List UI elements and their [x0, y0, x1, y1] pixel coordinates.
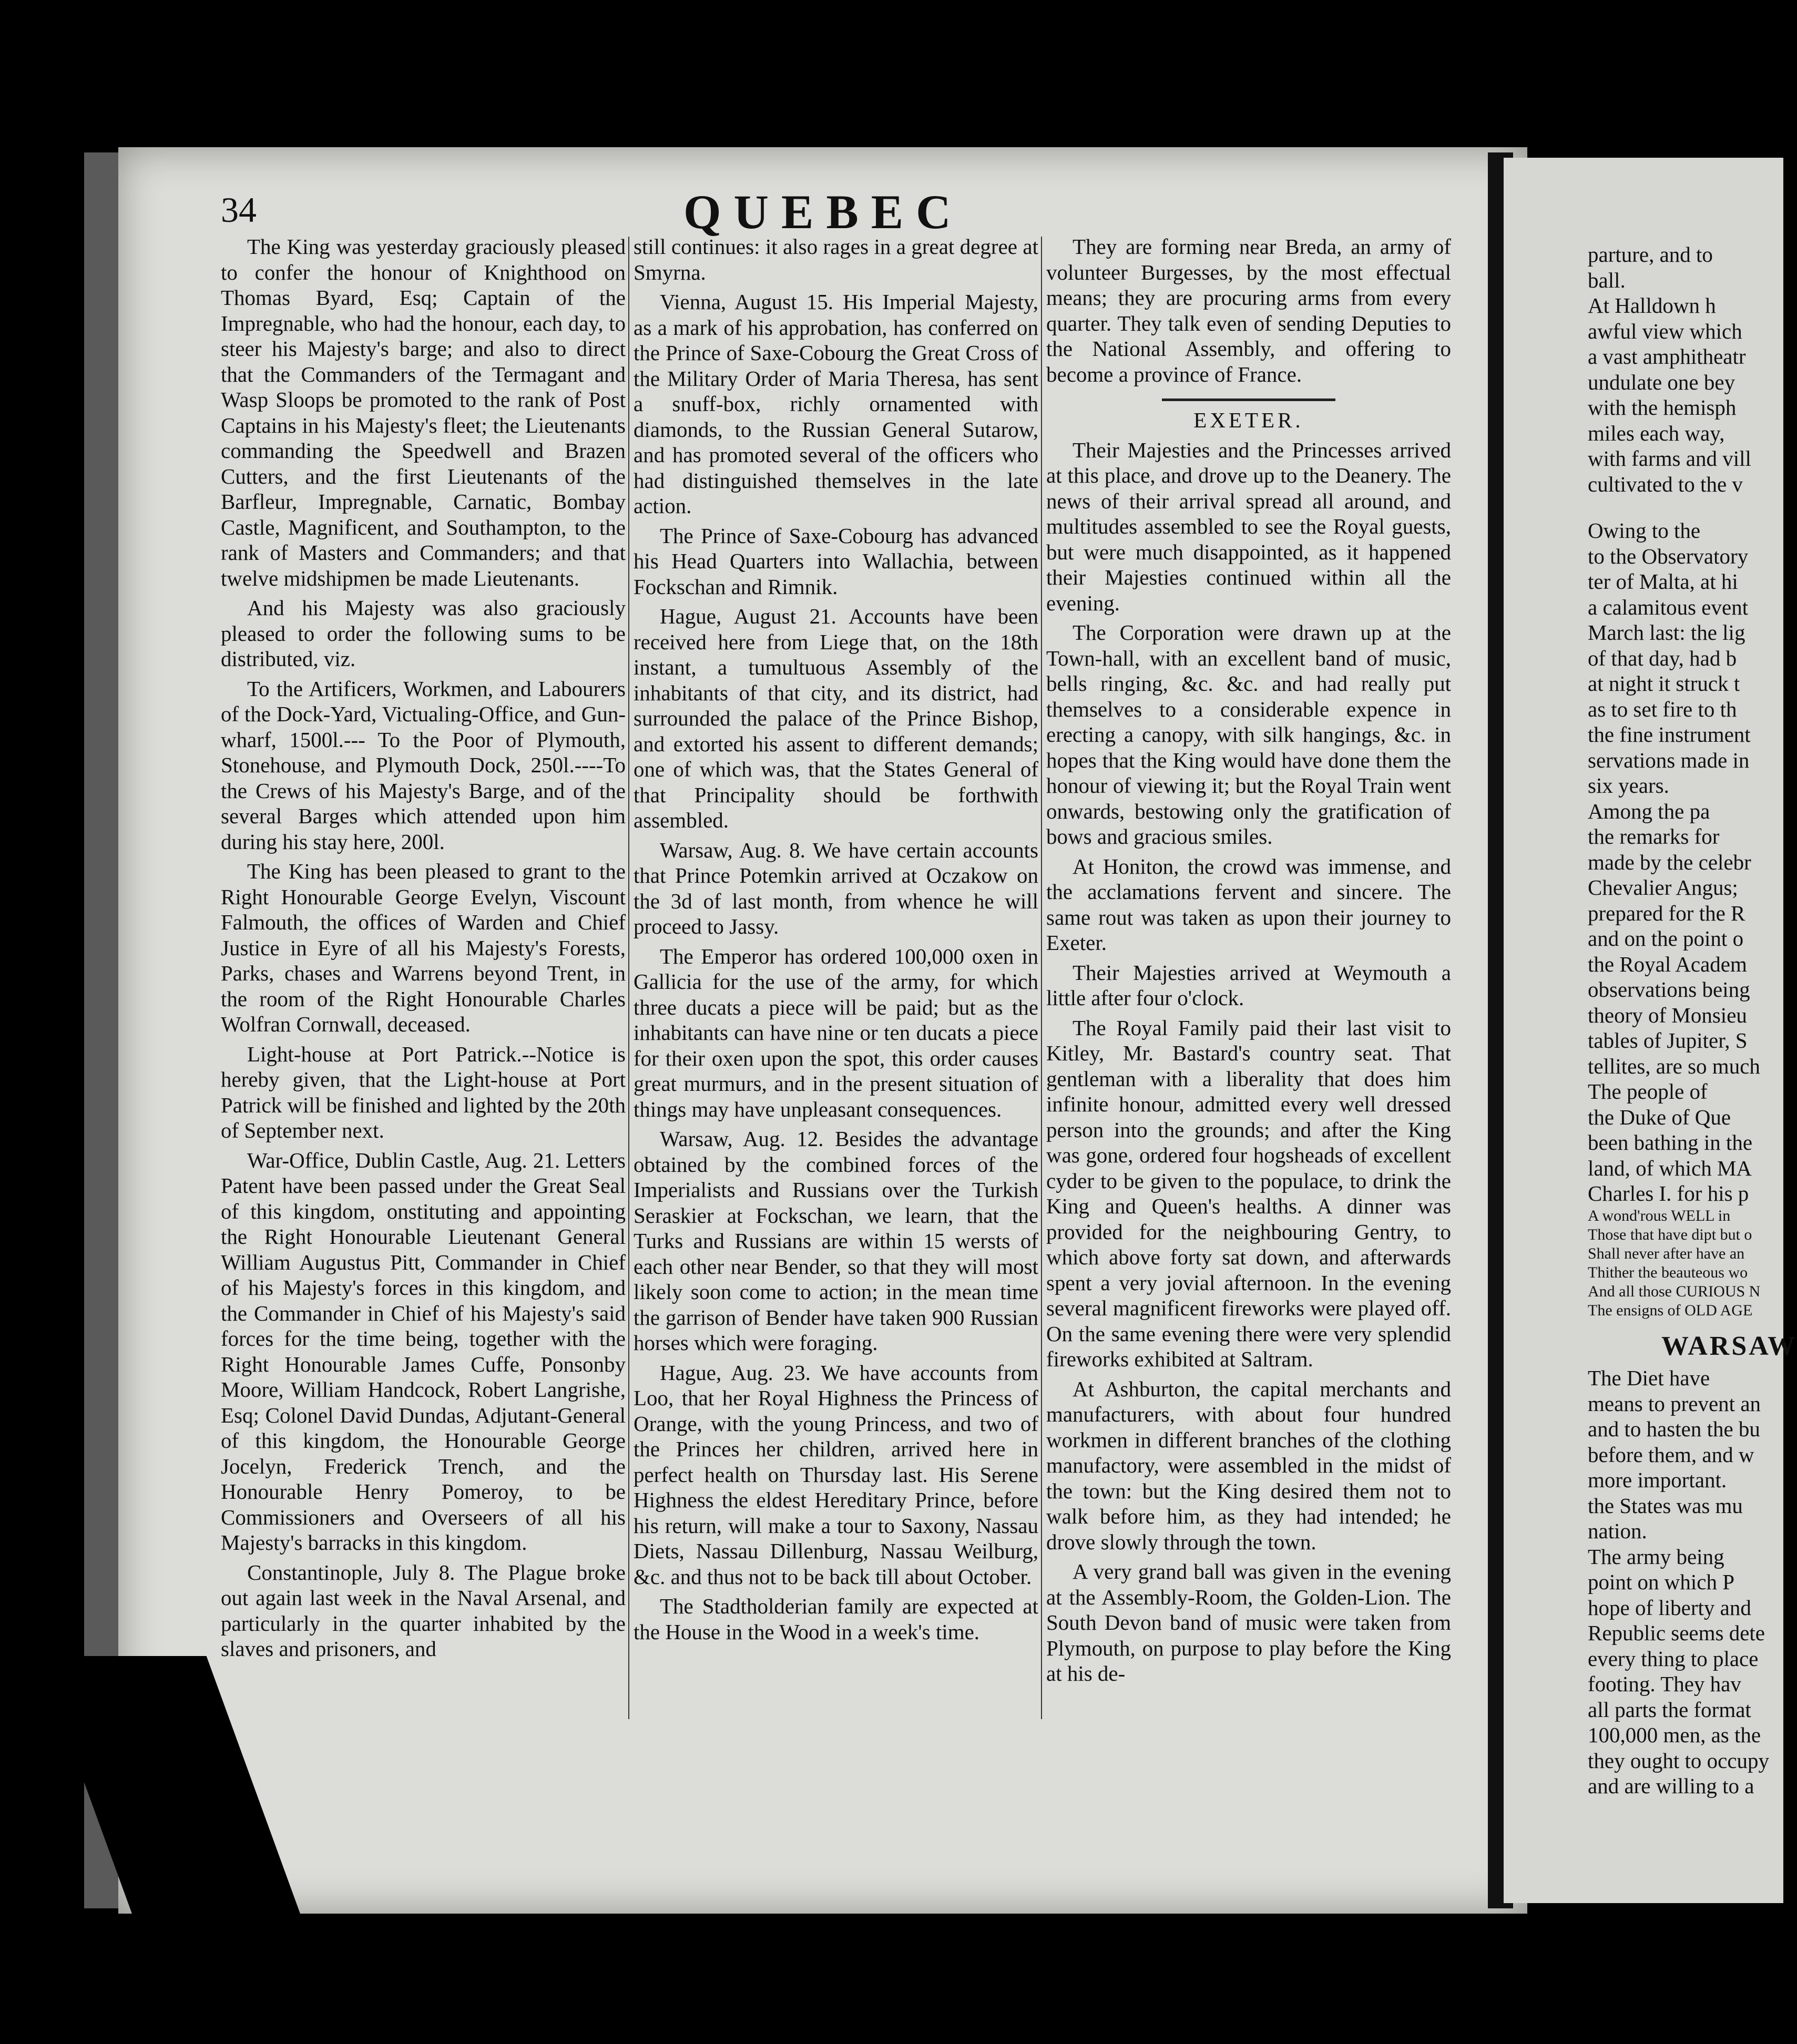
text-line: and on the point o	[1588, 926, 1744, 951]
text-line: undulate one bey	[1588, 370, 1735, 394]
text-line: the Duke of Que	[1588, 1105, 1731, 1129]
text-line: nation.	[1588, 1519, 1647, 1543]
text-line: every thing to place	[1588, 1646, 1759, 1671]
text-line: before them, and w	[1588, 1442, 1754, 1467]
article-paragraph: The King has been pleased to grant to the Right Honourable George Evelyn, Viscount Falmouth, the offices of Warden and Chief Justice in Eyre of all his Majesty's Forests, Parks, chases and Warrens beyond Trent, in the room of the Right Honourable Charles Wolfran Cornwall, deceased.	[221, 859, 626, 1036]
text-line: ter of Malta, at hi	[1588, 569, 1738, 594]
section-divider	[1162, 398, 1335, 401]
text-line: Charles I. for his p	[1588, 1181, 1749, 1205]
text-line: Owing to the	[1588, 518, 1701, 543]
text-line: The people of	[1588, 1079, 1708, 1103]
text-line: at night it struck t	[1588, 671, 1740, 696]
text-line: 100,000 men, as the	[1588, 1723, 1761, 1747]
article-paragraph: Warsaw, Aug. 12. Besides the advantage obtained by the combined forces of the Imperialists and Russians over the Turkish Seraskier at Fockschan, we learn, that the Turks and Russians are within 15 wersts of each other near Bender, so that they will most likely soon come to action; in the mean time the garrison of Bender have taken 900 Russian horses which were foraging.	[634, 1127, 1038, 1355]
article-paragraph: still continues: it also rages in a great degree at Smyrna.	[634, 234, 1038, 284]
text-line: six years.	[1588, 773, 1669, 798]
text-line: miles each way,	[1588, 421, 1725, 445]
article-paragraph: Warsaw, Aug. 8. We have certain accounts that Prince Potemkin arrived at Oczakow on the 3d of last month, from whence he will proceed to Jassy.	[634, 837, 1038, 938]
text-block	[1588, 1365, 1788, 1799]
text-line: means to prevent an	[1588, 1391, 1761, 1416]
article-paragraph: Their Majesties and the Princesses arrived at this place, and drove up to the Deanery. The news of their arrival spread all around, and multitudes assembled to see the Royal guests, but were much disappointed, as it happened their Majesties continued within all the evening.	[1046, 437, 1451, 615]
verse-line: Thither the beauteous wo	[1588, 1263, 1748, 1281]
text-line: Among the pa	[1588, 799, 1710, 823]
article-paragraph: Their Majesties arrived at Weymouth a little after four o'clock.	[1046, 960, 1451, 1010]
text-line: tellites, are so much	[1588, 1054, 1760, 1078]
text-line: ball.	[1588, 268, 1626, 292]
text-line: and to hasten the bu	[1588, 1417, 1760, 1441]
article-paragraph: War-Office, Dublin Castle, Aug. 21. Letters Patent have been passed under the Great Seal of this kingdom, onstituting and appointing the Right Honourable Lieutenant General William Augustus Pitt, Commander in Chief of his Majesty's forces in this kingdom, and the Commander in Chief of his Majesty's said forces for the time being, together with the Right Honourable James Cuffe, Ponsonby Moore, William Handcock, Robert Langrishe, Esq; Colonel David Dundas, Adjutant-General of this kingdom, the Honourable George Jocelyn, Frederick Trench, and the Honourable Henry Pomeroy, to be Commissioners and Overseers of all his Majesty's barracks in this kingdom.	[221, 1148, 626, 1555]
article-paragraph: Hague, Aug. 23. We have accounts from Loo, that her Royal Highness the Princess of Orange, with the young Princess, and two of the Princes her children, arrived here in perfect health on Thursday last. His Serene Highness the eldest Hereditary Prince, before his return, will make a tour to Saxony, Nassau Diets, Nassau Dillenburg, Nassau Weilburg, &c. and thus not to be back till about October.	[634, 1360, 1038, 1589]
column-4-partial	[1588, 242, 1797, 1799]
text-line: a vast amphitheatr	[1588, 344, 1746, 369]
text-line: cultivated to the v	[1588, 472, 1743, 496]
text-line: prepared for the R	[1588, 901, 1745, 925]
article-paragraph: The Prince of Saxe-Cobourg has advanced his Head Quarters into Wallachia, between Fockschan and Rimnik.	[634, 523, 1038, 599]
verse-line: The ensigns of OLD AGE	[1588, 1301, 1753, 1319]
text-line: land, of which MA	[1588, 1156, 1752, 1180]
text-line: of that day, had b	[1588, 646, 1737, 670]
column-1	[221, 234, 626, 1666]
article-paragraph: To the Artificers, Workmen, and Labourers of the Dock-Yard, Victualing-Office, and Gun-wharf, 1500l.--- To the Poor of Plymouth, Stonehouse, and Plymouth Dock, 250l.----To the Crews of his Majesty's Barge, and of the several Barges which attended upon him during his stay here, 200l.	[221, 676, 626, 854]
article-paragraph: Light-house at Port Patrick.--Notice is hereby given, that the Light-house at Port Patrick will be finished and lighted by the 20th of September next.	[221, 1041, 626, 1142]
text-line: been bathing in the	[1588, 1130, 1753, 1154]
column-rule	[1041, 237, 1042, 1719]
text-line: Republic seems dete	[1588, 1621, 1765, 1645]
section-heading: EXETER.	[1193, 408, 1304, 432]
text-line: a calamitous event	[1588, 595, 1749, 619]
article-paragraph: A very grand ball was given in the evening at the Assembly-Room, the Golden-Lion. The South Devon band of music were taken from Plymouth, on purpose to play before the King at his de-	[1046, 1559, 1451, 1685]
text-line: parture, and to	[1588, 242, 1713, 267]
book-edge	[84, 152, 121, 1908]
masthead-title: QUEBEC	[683, 185, 964, 239]
article-paragraph: They are forming near Breda, an army of volunteer Burgesses, by the most effectual means; they are procuring arms from every quarter. They talk even of sending Deputies to the National Assembly, and offering to become a province of France.	[1046, 234, 1451, 386]
text-line: The army being	[1588, 1544, 1724, 1569]
text-line: to the Observatory	[1588, 544, 1749, 568]
text-line: At Halldown h	[1588, 293, 1716, 318]
article-paragraph: The Emperor has ordered 100,000 oxen in Gallicia for the use of the army, for which three ducats a piece will be paid; but as the inhabitants can have nine or ten ducats a piece for their oxen upon the spot, this order causes great murmurs, and in the present situation of things may have unpleasant consequences.	[634, 944, 1038, 1121]
text-line: tables of Jupiter, S	[1588, 1028, 1748, 1052]
article-paragraph: At Honiton, the crowd was immense, and the acclamations fervent and sincere. The same rout was taken as upon their journey to Exeter.	[1046, 854, 1451, 955]
article-paragraph: The Corporation were drawn up at the Town-hall, with an excellent band of music, bells ringing, &c. &c. and had really put themselves to a considerable expence in erecting a canopy, with silk hangings, &c. in hopes that the King would have done them the honour of viewing it; but the Royal Train went onwards, bestowing only the gratification of bows and gracious smiles.	[1046, 620, 1451, 849]
text-line: the remarks for	[1588, 824, 1720, 849]
text-line: observations being	[1588, 977, 1750, 1001]
text-line: with the hemisph	[1588, 395, 1737, 420]
article-paragraph: Constantinople, July 8. The Plague broke out again last week in the Naval Arsenal, and particularly in the quarter inhabited by the slaves and prisoners, and	[221, 1560, 626, 1661]
article-paragraph: And his Majesty was also graciously pleased to order the following sums to be distributed, viz.	[221, 596, 626, 671]
text-block	[1588, 242, 1788, 497]
text-line: more important.	[1588, 1468, 1727, 1492]
text-line: as to set fire to th	[1588, 697, 1737, 721]
text-line: with farms and vill	[1588, 446, 1751, 471]
article-paragraph: The King was yesterday graciously pleased to confer the honour of Knighthood on Thomas Byard, Esq; Captain of the Impregnable, who had the honour, each day, to steer his Majesty's barge; and also to direct that the Commanders of the Termagant and Wasp Sloops be promoted to the rank of Post Captains in his Majesty's fleet; the Lieutenants commanding the Speedwell and Brazen Cutters, and the first Lieutenants of the Barfleur, Impregnable, Carnatic, Bombay Castle, Magnificent, and Southampton, to the rank of Masters and Commanders; and that twelve midshipmen be made Lieutenants.	[221, 234, 626, 590]
text-line: theory of Monsieu	[1588, 1003, 1747, 1027]
text-line: and are willing to a	[1588, 1774, 1754, 1798]
text-line: point on which P	[1588, 1570, 1735, 1594]
text-line: they ought to occupy	[1588, 1748, 1770, 1773]
text-line: made by the celebr	[1588, 850, 1751, 874]
text-line: the Royal Academ	[1588, 952, 1747, 976]
verse-line: A wond'rous WELL in	[1588, 1207, 1731, 1224]
verse-line: And all those CURIOUS N	[1588, 1282, 1761, 1300]
text-line: the fine instrument	[1588, 722, 1751, 747]
text-block	[1588, 518, 1788, 1207]
column-3	[1046, 234, 1451, 1691]
text-line: servations made in	[1588, 748, 1750, 772]
text-line: all parts the format	[1588, 1697, 1751, 1722]
text-line: awful view which	[1588, 319, 1742, 343]
text-line: the States was mu	[1588, 1493, 1743, 1518]
section-heading: WARSAW	[1661, 1331, 1797, 1361]
verse-line: Those that have dipt but o	[1588, 1225, 1752, 1243]
text-line: footing. They hav	[1588, 1672, 1741, 1696]
text-line: hope of liberty and	[1588, 1595, 1751, 1620]
verse-line: Shall never after have an	[1588, 1244, 1745, 1262]
verse-block	[1588, 1207, 1788, 1320]
page-number: 34	[221, 190, 257, 230]
article-paragraph: The Stadtholderian family are expected at the House in the Wood in a week's time.	[634, 1594, 1038, 1644]
article-paragraph: Vienna, August 15. His Imperial Majesty, as a mark of his approbation, has conferred on the Prince of Saxe-Cobourg the Great Cross of the Military Order of Maria Theresa, has sent a snuff-box, richly ornamented with diamonds, to the Russian General Sutarow, and has promoted several of the officers who had distinguished themselves in the late action.	[634, 290, 1038, 518]
column-2	[634, 234, 1038, 1649]
article-paragraph: At Ashburton, the capital merchants and manufacturers, with about four hundred workmen in different branches of the clothing manufactory, were assembled in the midst of the town: but the King desired them not to walk before him, as they had intended; he drove slowly through the town.	[1046, 1376, 1451, 1554]
column-rule	[628, 237, 629, 1719]
text-line: Chevalier Angus;	[1588, 875, 1738, 900]
text-line: The Diet have	[1588, 1366, 1710, 1390]
text-line: March last: the lig	[1588, 620, 1745, 645]
article-paragraph: Hague, August 21. Accounts have been received here from Liege that, on the 18th instant, a tumultuous Assembly of the inhabitants of that city, and its district, had surrounded the palace of the Prince Bishop, and extorted his assent to different demands; one of which was, that the States General of that Principality should be forthwith assembled.	[634, 604, 1038, 832]
article-paragraph: The Royal Family paid their last visit to Kitley, Mr. Bastard's country seat. That gentleman with a liberality that does him infinite honour, admitted every well dressed person into the grounds; and after the King was gone, ordered four hogsheads of excellent cyder to be given to the populace, to drink the King and Queen's healths. A dinner was provided for the neighbouring Gentry, to which above forty sat down, and afterwards spent a very jovial afternoon. In the evening several magnificent fireworks were played off. On the same evening there were very splendid fireworks exhibited at Saltram.	[1046, 1015, 1451, 1371]
